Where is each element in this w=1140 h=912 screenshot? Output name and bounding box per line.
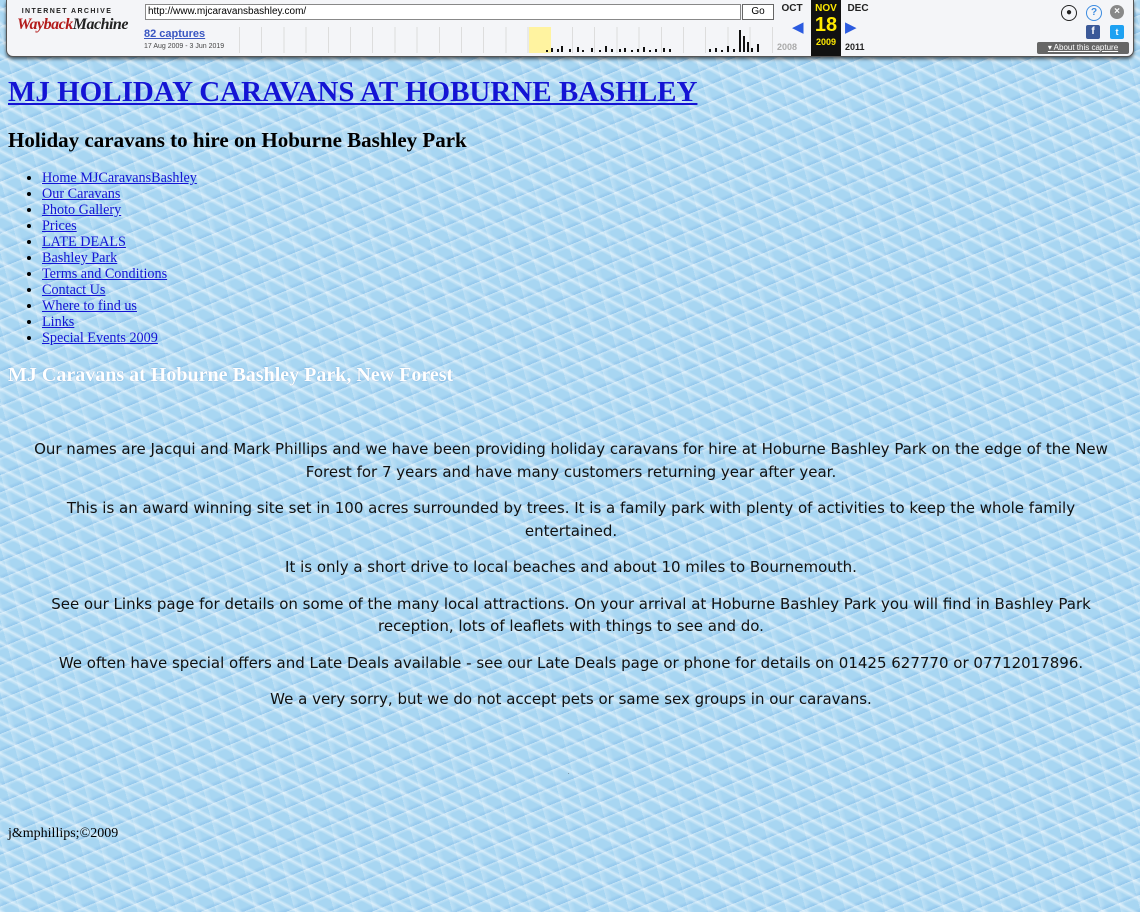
sparkline-bar: [561, 46, 563, 52]
sparkline-bar: [643, 47, 645, 52]
sparkline-bar: [557, 49, 559, 52]
prev-capture-arrow-icon[interactable]: ◀: [792, 19, 804, 36]
nav-item: [42, 250, 197, 266]
logo-wayback-machine: [17, 16, 128, 34]
sparkline-bar: [733, 49, 735, 52]
nav-link[interactable]: Prices: [42, 218, 77, 234]
wayback-logo[interactable]: [17, 8, 128, 34]
sparkline-bar: [649, 50, 651, 52]
url-input[interactable]: http://www.mjcaravansbashley.com/: [145, 4, 741, 20]
nav-item: [42, 186, 197, 202]
nav-link[interactable]: Bashley Park: [42, 250, 118, 266]
about-capture-label: About this capture: [1053, 43, 1119, 52]
sparkline-bar: [551, 48, 553, 52]
sparkline-bar: [619, 49, 621, 52]
nav-item: [42, 266, 197, 282]
nav-link[interactable]: Where to find us: [42, 298, 137, 314]
sparkline-bar: [709, 49, 711, 52]
intro-paragraph: This is an award winning site set in 100 acres surrounded by trees. It is a family park with plenty of activities to keep the whole family entertained.: [66, 499, 1076, 540]
sparkline-bar: [655, 49, 657, 52]
facebook-icon[interactable]: f: [1086, 25, 1100, 39]
wayback-toolbar: [6, 0, 1134, 57]
nav-link[interactable]: Home MJCaravansBashley: [42, 170, 197, 186]
sparkline-bar: [757, 44, 759, 52]
current-month: NOV: [815, 3, 837, 14]
sparkline-bar: [624, 48, 626, 52]
logo-wayback: Wayback: [17, 16, 73, 33]
current-day: 18: [814, 14, 838, 36]
nav-item: [42, 202, 197, 218]
next-capture-arrow-icon[interactable]: ▶: [845, 19, 857, 36]
sparkline-bar: [715, 48, 717, 52]
go-button[interactable]: Go: [742, 4, 774, 20]
sparkline-bar: [577, 47, 579, 52]
nav-link[interactable]: Photo Gallery: [42, 202, 122, 218]
section-heading: MJ Caravans at Hoburne Bashley Park, New Forest: [8, 364, 454, 386]
sparkline-bar: [591, 48, 593, 52]
site-title-link[interactable]: MJ HOLIDAY CARAVANS AT HOBURNE BASHLEY: [8, 76, 698, 108]
capture-sparkline[interactable]: [239, 27, 773, 53]
current-year: 2009: [815, 37, 837, 47]
site-subtitle: Holiday caravans to hire on Hoburne Bashley Park: [8, 128, 467, 152]
sparkline-bar: [669, 49, 671, 52]
user-icon[interactable]: ●: [1061, 5, 1077, 21]
about-capture-button[interactable]: ▾ About this capture: [1037, 42, 1129, 54]
sparkline-bar: [569, 49, 571, 52]
sparkline-bar: [739, 30, 741, 52]
help-icon[interactable]: ?: [1086, 5, 1102, 21]
current-capture-date: [811, 0, 841, 56]
nav-link[interactable]: Our Caravans: [42, 186, 121, 202]
sparkline-bar: [727, 46, 729, 52]
nav-item: [42, 234, 197, 250]
footer-copyright: j&mphillips;©2009: [8, 826, 119, 841]
captures-link[interactable]: 82 captures: [144, 28, 206, 40]
sparkline-bar: [663, 48, 665, 52]
nav-link[interactable]: LATE DEALS: [42, 234, 126, 250]
next-month-label: DEC: [847, 3, 869, 14]
sparkline-bar: [546, 50, 548, 52]
intro-paragraph: We a very sorry, but we do not accept pets or same sex groups in our caravans.: [270, 690, 872, 708]
logo-internet-archive: INTERNET ARCHIVE: [21, 8, 113, 15]
sparkline-bar: [605, 46, 607, 52]
intro-text: [24, 438, 1118, 725]
intro-paragraph: See our Links page for details on some of the many local attractions. On your arrival at Hoburne Bashley Park you will find in Bashley Park reception, lots of leaflets with things to see and do.: [51, 594, 1091, 635]
nav-item: [42, 282, 197, 298]
nav-item: [42, 170, 197, 186]
nav-link[interactable]: Links: [42, 314, 75, 330]
nav-item: [42, 298, 197, 314]
sparkline-bar: [721, 50, 723, 52]
nav-item: [42, 330, 197, 346]
sparkline-bar: [637, 49, 639, 52]
nav-link[interactable]: Special Events 2009: [42, 330, 158, 346]
logo-machine: Machine: [72, 16, 128, 33]
site-nav: [20, 170, 197, 346]
nav-item: [42, 314, 197, 330]
nav-item: [42, 218, 197, 234]
sparkline-bar: [582, 50, 584, 52]
sparkline-bar: [751, 48, 753, 52]
intro-paragraph: It is only a short drive to local beaches and about 10 miles to Bournemouth.: [285, 558, 857, 576]
sparkline-bar: [747, 42, 749, 52]
prev-year-label: 2008: [777, 42, 798, 52]
next-year-label: 2011: [845, 42, 865, 52]
capture-range: 17 Aug 2009 - 3 Jun 2019: [144, 43, 225, 50]
sparkline-bar: [599, 50, 601, 52]
intro-paragraph: Our names are Jacqui and Mark Phillips and we have been providing holiday caravans for hire at Hoburne Bashley Park on the edge of the New Forest for 7 years and have many customers returning year after year.: [34, 440, 1108, 481]
nav-link[interactable]: Contact Us: [42, 282, 106, 298]
sparkline-bar: [631, 50, 633, 52]
twitter-icon[interactable]: t: [1110, 25, 1124, 39]
decorative-dot: .: [568, 770, 570, 776]
sparkline-bar: [743, 36, 745, 52]
prev-month-label: OCT: [781, 3, 803, 14]
sparkline-bar: [611, 49, 613, 52]
nav-link[interactable]: Terms and Conditions: [42, 266, 168, 282]
intro-paragraph: We often have special offers and Late Deals available - see our Late Deals page or phone for details on 01425 627770 or 07712017896.: [58, 653, 1084, 672]
close-icon[interactable]: ×: [1110, 5, 1124, 19]
